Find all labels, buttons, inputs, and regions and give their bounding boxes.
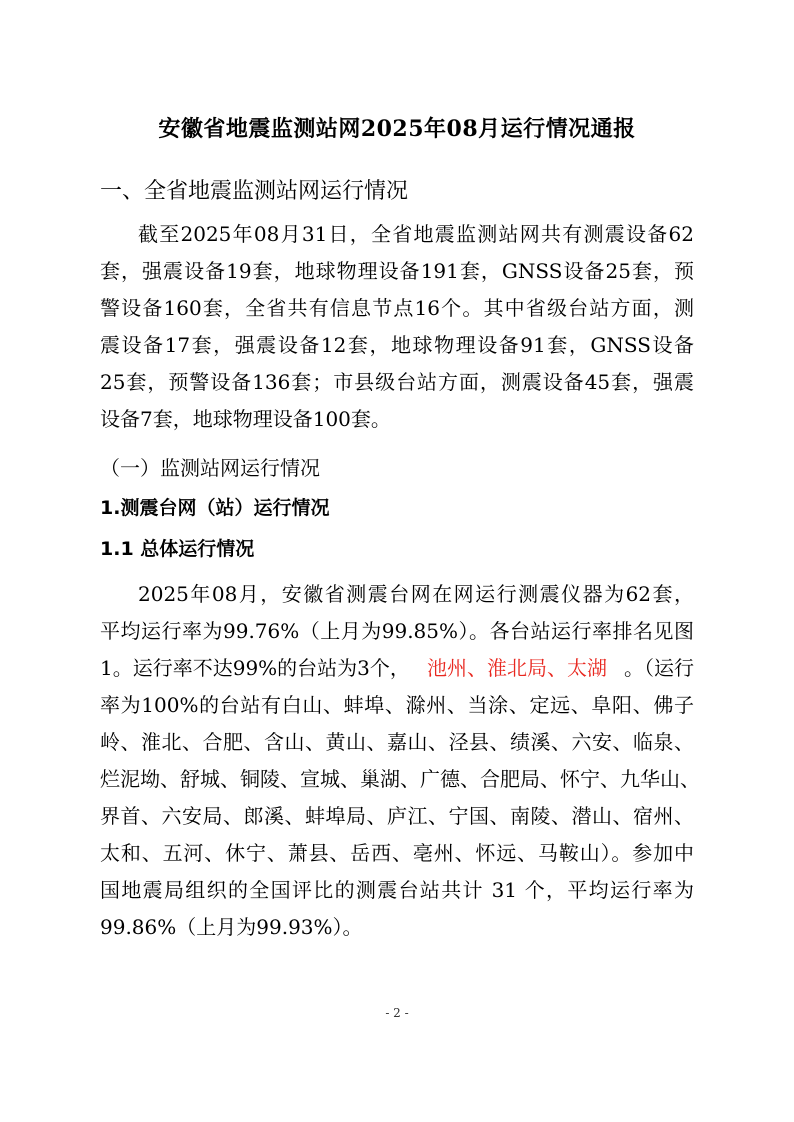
subsubsection-heading: 1.测震台网（站）运行情况 (100, 497, 330, 519)
paragraph-text: 1。运行率不达99%的台站为3个， (100, 656, 410, 680)
paragraph-line: 警设备160套，全省共有信息节点16个。其中省级台站方面，测 (100, 296, 694, 320)
paragraph-line: 岭、淮北、合肥、含山、黄山、嘉山、泾县、绩溪、六安、临泉、 (100, 730, 694, 754)
paragraph-line: 2025年08月，安徽省测震台网在网运行测震仪器为62套， (138, 582, 694, 606)
paragraph-line: 界首、六安局、郎溪、蚌埠局、庐江、宁国、南陵、潜山、宿州、 (100, 804, 694, 828)
paragraph-line: 国地震局组织的全国评比的测震台站共计 31 个，平均运行率为 (100, 878, 694, 902)
paragraph-line: 截至2025年08月31日，全省地震监测站网共有测震设备62 (138, 222, 694, 246)
paragraph-line: 太和、五河、休宁、萧县、岳西、亳州、怀远、马鞍山）。参加中 (100, 841, 694, 865)
paragraph-text: 。（运行 (624, 656, 694, 680)
paragraph-line: 平均运行率为99.76%（上月为99.85%）。各台站运行率排名见图 (100, 619, 694, 643)
paragraph-line: 25套，预警设备136套；市县级台站方面，测震设备45套，强震 (100, 370, 694, 394)
highlighted-stations: 池州、淮北局、太湖 (426, 656, 607, 680)
paragraph-line: 设备7套，地球物理设备100套。 (100, 407, 391, 431)
subsection-heading: （一）监测站网运行情况 (100, 456, 320, 480)
paragraph-line: 套，强震设备19套，地球物理设备191套，GNSS设备25套，预 (100, 259, 694, 283)
page-number: - 2 - (385, 1006, 409, 1020)
paragraph-line: 99.86%（上月为99.93%）。 (100, 915, 363, 939)
paragraph-line: 震设备17套，强震设备12套，地球物理设备91套，GNSS设备 (100, 333, 694, 357)
paragraph-line-with-highlight (100, 654, 694, 682)
document-title: 安徽省地震监测站网2025年08月运行情况通报 (158, 116, 636, 142)
paragraph-line: 烂泥坳、舒城、铜陵、宣城、巢湖、广德、合肥局、怀宁、九华山、 (100, 767, 700, 791)
section-heading: 一、全省地震监测站网运行情况 (100, 179, 409, 204)
paragraph-line: 率为100%的台站有白山、蚌埠、滁州、当涂、定远、阜阳、佛子 (100, 693, 694, 717)
item-heading: 1.1 总体运行情况 (100, 538, 255, 560)
